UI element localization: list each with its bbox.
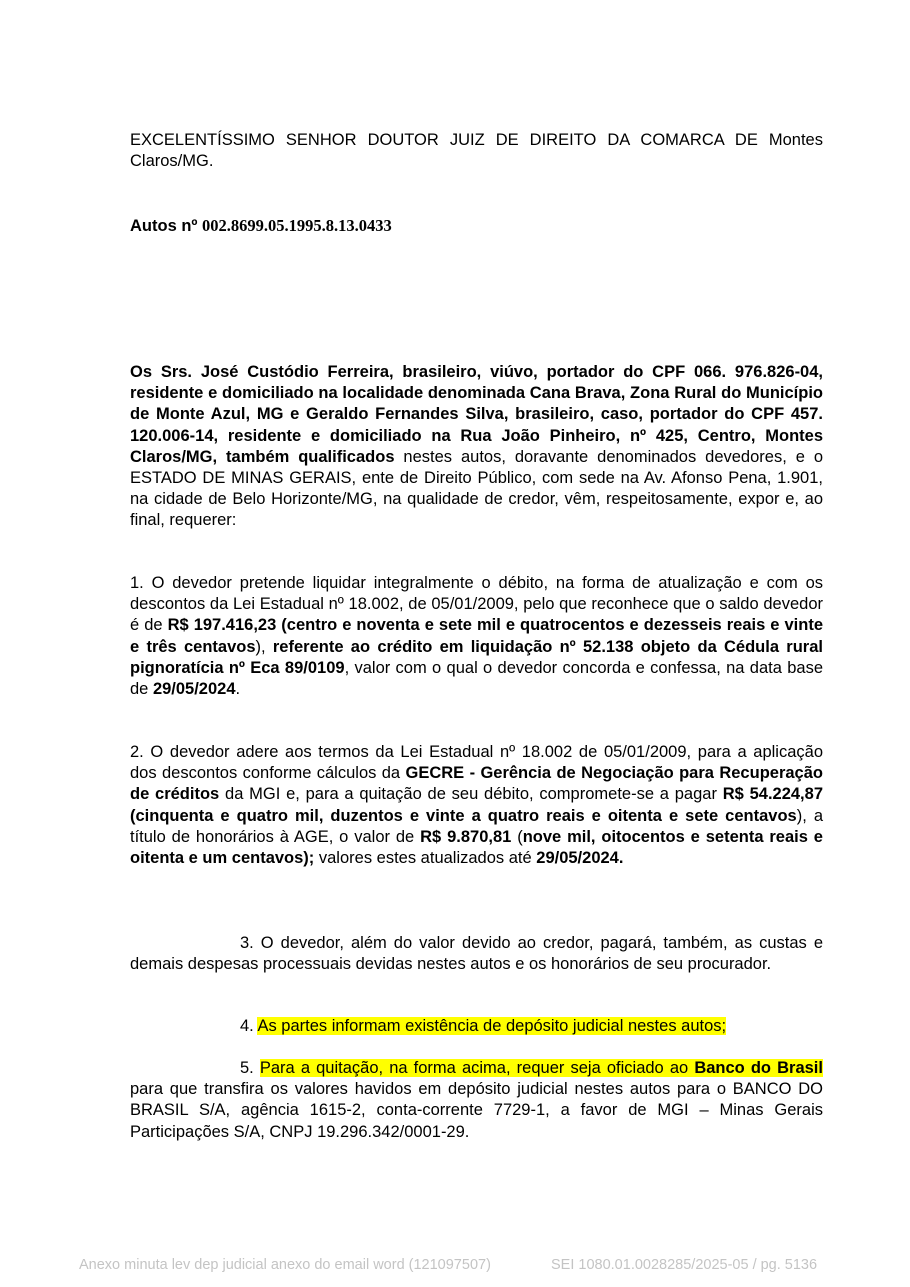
p5-highlighted-text: Para a quitação, na forma acima, requer seja oficiado ao bbox=[259, 1059, 695, 1077]
paragraph-3: 3. O devedor, além do valor devido ao credor, pagará, também, as custas e demais despesas processuais devidas nestes autos e os honorários de seu procurador. bbox=[130, 934, 823, 974]
p1-credit-reference: referente ao crédito em liquidação nº 52.138 objeto da Cédula rural pignoratícia nº Eca 89/0109 bbox=[130, 637, 823, 677]
p1-text-3: , valor com o qual o devedor concorda e confessa, na data base de bbox=[130, 658, 823, 699]
p2-text-4: ( bbox=[511, 827, 523, 846]
p2-gecre: GECRE - Gerência de Negociação para Recuperação de créditos bbox=[130, 764, 823, 804]
paragraph-5 bbox=[130, 1058, 823, 1143]
p5-number: 5. bbox=[240, 1059, 260, 1077]
p2-payment-amount: R$ 54.224,87 (cinquenta e quatro mil, duzentos e vinte a quatro reais e oitenta e sete centavos bbox=[130, 785, 823, 825]
intro-parties-rest: nestes autos, doravante denominados devedores, e o ESTADO DE MINAS GERAIS, ente de Direito Público, com sede na Av. Afonso Pena, 1.901, na cidade de Belo Horizonte/MG, na qualidade de credor, vêm, respeitosamente, expor e, ao final, requerer: bbox=[130, 447, 823, 530]
paragraph-1 bbox=[130, 573, 823, 700]
footer-sei-reference: SEI 1080.01.0028285/2025-05 / pg. 5136 bbox=[551, 1257, 818, 1273]
p1-text-2: ), bbox=[255, 637, 273, 656]
p5-text-rest: para que transfira os valores havidos em depósito judicial nestes autos para o BANCO DO BRASIL S/A, agência 1615-2, conta-corrente 7729-1, a favor de MGI – Minas Gerais Participações S/A, CNPJ 19.296.342/0001-29. bbox=[130, 1080, 823, 1141]
p1-debt-amount: R$ 197.416,23 (centro e noventa e sete mil e quatrocentos e dezesseis reais e vinte e três centavos bbox=[130, 616, 823, 656]
paragraph-2 bbox=[130, 742, 823, 869]
p4-number: 4. bbox=[240, 1017, 258, 1035]
p2-text-5: valores estes atualizados até bbox=[314, 849, 537, 868]
case-number-label: Autos nº bbox=[130, 217, 203, 235]
p5-highlighted-bank: Banco do Brasil bbox=[694, 1059, 823, 1077]
footer-document-name: Anexo minuta lev dep judicial anexo do email word (121097507) bbox=[79, 1257, 491, 1273]
intro-paragraph bbox=[130, 362, 823, 532]
p2-text-3: ), a título de honorários à AGE, o valor de bbox=[130, 806, 823, 846]
p2-date: 29/05/2024. bbox=[536, 849, 624, 868]
p1-text-4: . bbox=[235, 680, 241, 699]
p2-fee-amount-words: nove mil, oitocentos e setenta reais e oitenta e um centavos); bbox=[130, 827, 823, 868]
p2-fee-amount: R$ 9.870,81 bbox=[420, 827, 512, 846]
petition-heading: EXCELENTÍSSIMO SENHOR DOUTOR JUIZ DE DIREITO DA COMARCA DE Montes Claros/MG. bbox=[130, 131, 823, 171]
p1-text-1: 1. O devedor pretende liquidar integralmente o débito, na forma de atualização e com os descontos da Lei Estadual nº 18.002, de 05/01/2009, pelo que reconhece que o saldo devedor é de bbox=[130, 574, 823, 635]
p4-highlighted-text: As partes informam existência de depósito judicial nestes autos; bbox=[257, 1017, 727, 1035]
p2-text-1: 2. O devedor adere aos termos da Lei Estadual nº 18.002 de 05/01/2009, para a aplicação dos descontos conforme cálculos da bbox=[130, 743, 823, 783]
p2-text-2: da MGI e, para a quitação de seu débito, compromete-se a pagar bbox=[219, 785, 723, 804]
intro-parties-bold: Os Srs. José Custódio Ferreira, brasileiro, viúvo, portador do CPF 066. 976.826-04, residente e domiciliado na localidade denominada Cana Brava, Zona Rural do Município de Monte Azul, MG e Geraldo Fernandes Silva, brasileiro, caso, portador do CPF 457. 120.006-14, residente e domiciliado na Rua João Pinheiro, nº 425, Centro, Montes Claros/MG, também qualificados bbox=[130, 363, 823, 466]
case-number-line bbox=[130, 215, 823, 237]
p1-base-date: 29/05/2024 bbox=[152, 680, 236, 699]
paragraph-4 bbox=[130, 1016, 823, 1037]
case-number: 002.8699.05.1995.8.13.0433 bbox=[202, 216, 392, 235]
